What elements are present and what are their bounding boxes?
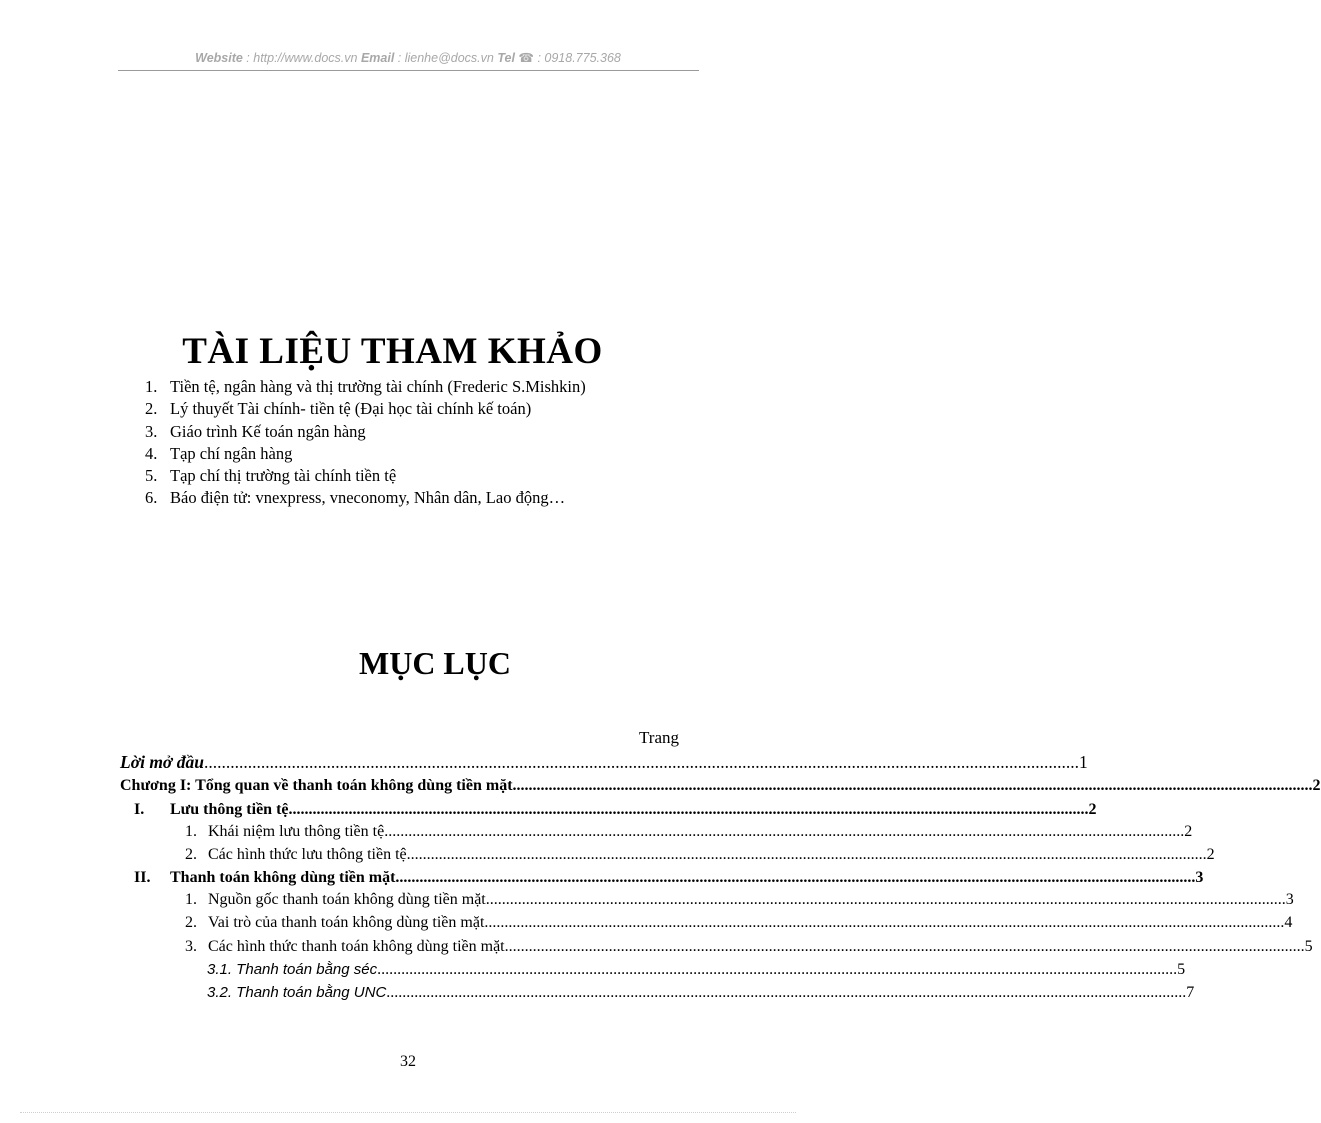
references-title: TÀI LIỆU THAM KHẢO [182,331,603,372]
toc-entry-subitem[interactable]: 3.2. Thanh toán bằng UNC ........................................................................................................................................................................................................ 7 [207,984,1195,1001]
dot-leader: ........................................................................................................................................................................................................ [484,914,1285,931]
dot-leader: ........................................................................................................................................................................................................ [512,777,1313,794]
toc-title: MỤC LỤC [359,645,511,681]
dot-leader: ........................................................................................................................................................................................................ [384,823,1185,840]
reference-item: 4. Tạp chí ngân hàng [145,443,293,463]
dot-leader: ........................................................................................................................................................................................................ [377,961,1178,978]
reference-item: 6. Báo điện tử: vnexpress, vneconomy, Nhân dân, Lao động… [145,488,566,508]
email-value: : lienhe@docs.vn [394,51,498,65]
dot-leader: ........................................................................................................................................................................................................ [395,869,1196,886]
dot-leader: ........................................................................................................................................................................................................ [485,891,1286,908]
bottom-divider [20,1112,796,1113]
reference-item: 3. Giáo trình Kế toán ngân hàng [145,421,366,441]
dot-leader: ........................................................................................................................................................................................................ [386,984,1187,1001]
tel-label: Tel [497,51,515,65]
dot-leader: ........................................................................................................................................................................................................ [203,752,1079,772]
toc-entry-item[interactable]: 2. Vai trò của thanh toán không dùng tiền mặt ........................................................................................................................................................................................................ 4 [185,914,1293,931]
tel-value: ☎ : 0918.775.368 [514,51,621,65]
email-label: Email [360,51,395,65]
toc-entry-subitem[interactable]: 3.1. Thanh toán bằng séc ........................................................................................................................................................................................................ 5 [207,961,1186,978]
toc-entry-item[interactable]: 1. Nguồn gốc thanh toán không dùng tiền mặt ........................................................................................................................................................................................................ 3 [185,891,1294,908]
dot-leader: ........................................................................................................................................................................................................ [406,846,1207,863]
toc-page-heading: Trang [639,728,679,747]
toc-entry-section-1[interactable]: I. Lưu thông tiền tệ ........................................................................................................................................................................................................ 2 [134,801,1097,818]
toc-entry-item[interactable]: 2. Các hình thức lưu thông tiền tệ ........................................................................................................................................................................................................ 2 [185,846,1215,863]
dot-leader: ........................................................................................................................................................................................................ [288,801,1089,818]
reference-item: 5. Tạp chí thị trường tài chính tiền tệ [145,466,397,486]
toc-entry-chapter-1[interactable]: Chương I: Tổng quan về thanh toán không dùng tiền mặt ........................................................................................................................................................................................................ 2 [120,777,1321,794]
toc-entry-item[interactable]: 3. Các hình thức thanh toán không dùng tiền mặt ........................................................................................................................................................................................................ 5 [185,938,1313,955]
toc-entry-intro[interactable]: Lời mở đầu ........................................................................................................................................................................................................ 1 [120,752,1088,772]
reference-item: 1. Tiền tệ, ngân hàng và thị trường tài chính (Frederic S.Mishkin) [145,377,586,396]
toc-entry-section-2[interactable]: II. Thanh toán không dùng tiền mặt ........................................................................................................................................................................................................ 3 [134,869,1204,886]
website-label: Website [195,51,243,65]
website-value: : http://www.docs.vn [242,51,361,65]
dot-leader: ........................................................................................................................................................................................................ [504,938,1305,955]
reference-item: 2. Lý thuyết Tài chính- tiền tệ (Đại học tài chính kế toán) [145,399,532,419]
toc-entry-item[interactable]: 1. Khái niệm lưu thông tiền tệ ........................................................................................................................................................................................................ 2 [185,823,1193,840]
page-number: 32 [400,1053,416,1070]
